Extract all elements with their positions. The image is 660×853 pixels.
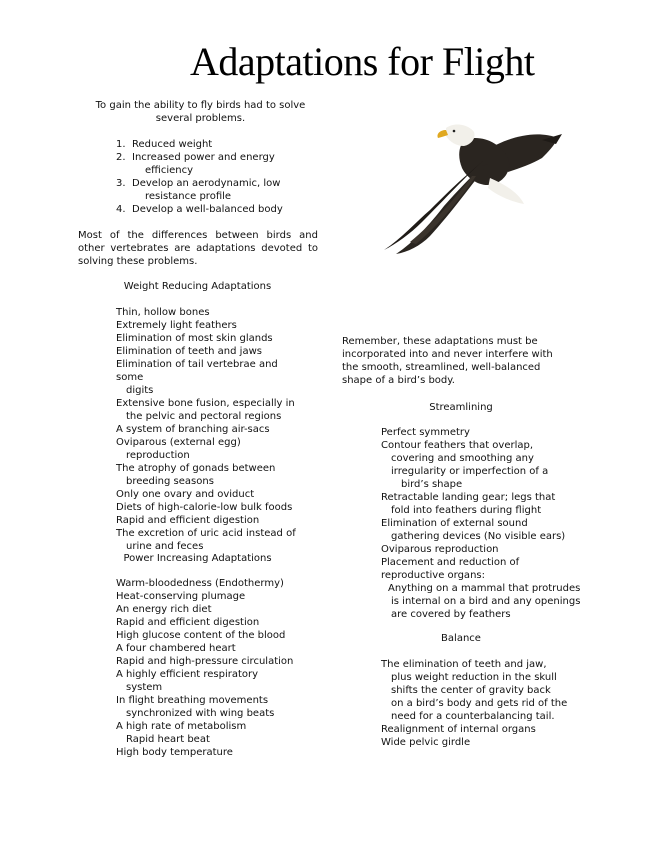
problem-line: resistance profile	[145, 191, 232, 202]
remember-paragraph: Remember, these adaptations must be incorporated into and never interfere with the smooth, streamlined, well-balanced shape of a bird’s body.	[342, 336, 553, 386]
list-item	[116, 577, 306, 590]
list-item	[116, 358, 306, 397]
item-line: Elimination of external sound	[381, 518, 528, 529]
item-line: plus weight reduction in the skull	[391, 672, 557, 683]
item-line: Only one ovary and oviduct	[116, 489, 255, 500]
power-heading: Power Increasing Adaptations	[123, 553, 272, 564]
streamlining-heading: Streamlining	[429, 402, 493, 413]
item-line: need for a counterbalancing tail.	[391, 711, 555, 722]
power-list	[116, 577, 306, 759]
item-line: Extremely light feathers	[116, 320, 237, 331]
problem-line: Increased power and energy	[132, 152, 275, 163]
item-line: Oviparous (external egg)	[116, 437, 241, 448]
problem-item	[112, 177, 312, 203]
list-item	[116, 501, 306, 514]
list-item	[116, 462, 306, 488]
item-line: Realignment of internal organs	[381, 724, 536, 735]
list-item	[116, 655, 306, 668]
weight-heading: Weight Reducing Adaptations	[123, 281, 272, 292]
problem-number: 4.	[116, 204, 126, 215]
list-item	[116, 642, 306, 655]
item-line: breeding seasons	[126, 476, 214, 487]
item-line: The atrophy of gonads between	[116, 463, 276, 474]
item-line: High glucose content of the blood	[116, 630, 286, 641]
list-item	[116, 720, 306, 746]
item-line: A system of branching air-sacs	[116, 424, 270, 435]
item-line: The elimination of teeth and jaw,	[381, 659, 547, 670]
list-item	[116, 332, 306, 345]
item-line: Oviparous reproduction	[381, 544, 499, 555]
item-line: Elimination of most skin glands	[116, 333, 273, 344]
item-line: urine and feces	[126, 541, 204, 552]
list-item	[116, 345, 306, 358]
list-item	[116, 616, 306, 629]
list-item	[116, 746, 306, 759]
item-line: A highly efficient respiratory	[116, 669, 259, 680]
item-line: High body temperature	[116, 747, 233, 758]
item-line: A four chambered heart	[116, 643, 236, 654]
list-item	[381, 439, 581, 491]
list-item	[116, 590, 306, 603]
list-item	[116, 397, 306, 423]
intro-text: To gain the ability to fly birds had to solve several problems.	[95, 100, 306, 124]
balance-heading: Balance	[441, 633, 481, 644]
list-item	[381, 426, 581, 439]
item-line: on a bird’s body and gets rid of the	[391, 698, 568, 709]
list-item	[116, 488, 306, 501]
item-line: Rapid and efficient digestion	[116, 515, 260, 526]
list-item	[116, 694, 306, 720]
item-line: is internal on a bird and any openings	[391, 596, 581, 607]
list-item	[116, 629, 306, 642]
item-line: Perfect symmetry	[381, 427, 470, 438]
problem-line: Reduced weight	[132, 139, 213, 150]
item-line: An energy rich diet	[116, 604, 212, 615]
list-item	[116, 306, 306, 319]
problem-line: efficiency	[145, 165, 194, 176]
item-line: synchronized with wing beats	[126, 708, 275, 719]
item-line: Rapid and high-pressure circulation	[116, 656, 294, 667]
item-line: Elimination of tail vertebrae and some	[116, 359, 278, 383]
item-line: reproduction	[126, 450, 190, 461]
problem-item	[112, 151, 312, 177]
list-item	[381, 658, 581, 723]
list-item	[381, 556, 581, 582]
problems-list	[112, 138, 312, 216]
list-item	[381, 723, 581, 736]
problem-item	[112, 138, 312, 151]
list-item	[116, 514, 306, 527]
problem-number: 1.	[116, 139, 126, 150]
item-line: In flight breathing movements	[116, 695, 269, 706]
list-item	[116, 527, 306, 553]
eagle-image	[372, 118, 572, 256]
item-line: irregularity or imperfection of a	[391, 466, 549, 477]
list-item	[116, 668, 306, 694]
list-item	[381, 736, 581, 749]
item-line: Retractable landing gear; legs that	[381, 492, 556, 503]
list-item	[116, 603, 306, 616]
streamlining-list	[381, 426, 581, 621]
weight-list	[116, 306, 306, 553]
item-line: gathering devices (No visible ears)	[391, 531, 566, 542]
list-item	[381, 543, 581, 556]
item-line: Placement and reduction of reproductive organs:	[381, 557, 520, 581]
item-line: Diets of high-calorie-low bulk foods	[116, 502, 293, 513]
item-line: the pelvic and pectoral regions	[126, 411, 282, 422]
item-line: Extensive bone fusion, especially in	[116, 398, 295, 409]
item-line: Contour feathers that overlap,	[381, 440, 534, 451]
problem-number: 2.	[116, 152, 126, 163]
item-line: A high rate of metabolism	[116, 721, 247, 732]
item-line: Rapid heart beat	[126, 734, 210, 745]
item-line: Wide pelvic girdle	[381, 737, 471, 748]
item-line: Elimination of teeth and jaws	[116, 346, 262, 357]
differences-paragraph: Most of the differences between birds and other vertebrates are adaptations devoted to solving these problems.	[78, 230, 318, 267]
item-line: Heat-conserving plumage	[116, 591, 246, 602]
list-item	[381, 582, 581, 621]
list-item	[381, 517, 581, 543]
problem-line: Develop a well-balanced body	[132, 204, 283, 215]
problem-number: 3.	[116, 178, 126, 189]
item-line: are covered by feathers	[391, 609, 511, 620]
item-line: Rapid and efficient digestion	[116, 617, 260, 628]
item-line: Anything on a mammal that protrudes	[388, 583, 581, 594]
problem-line: Develop an aerodynamic, low	[132, 178, 281, 189]
item-line: digits	[126, 385, 154, 396]
item-line: system	[126, 682, 163, 693]
item-line: covering and smoothing any	[391, 453, 534, 464]
item-line: shifts the center of gravity back	[391, 685, 551, 696]
page-title: Adaptations for Flight	[190, 39, 535, 84]
item-line: The excretion of uric acid instead of	[116, 528, 296, 539]
balance-list	[381, 658, 581, 749]
item-line: Warm-bloodedness (Endothermy)	[116, 578, 284, 589]
list-item	[116, 423, 306, 436]
list-item	[116, 436, 306, 462]
list-item	[381, 491, 581, 517]
problem-item	[112, 203, 312, 216]
list-item	[116, 319, 306, 332]
item-line: fold into feathers during flight	[391, 505, 542, 516]
item-line: bird’s shape	[401, 479, 463, 490]
item-line: Thin, hollow bones	[116, 307, 210, 318]
